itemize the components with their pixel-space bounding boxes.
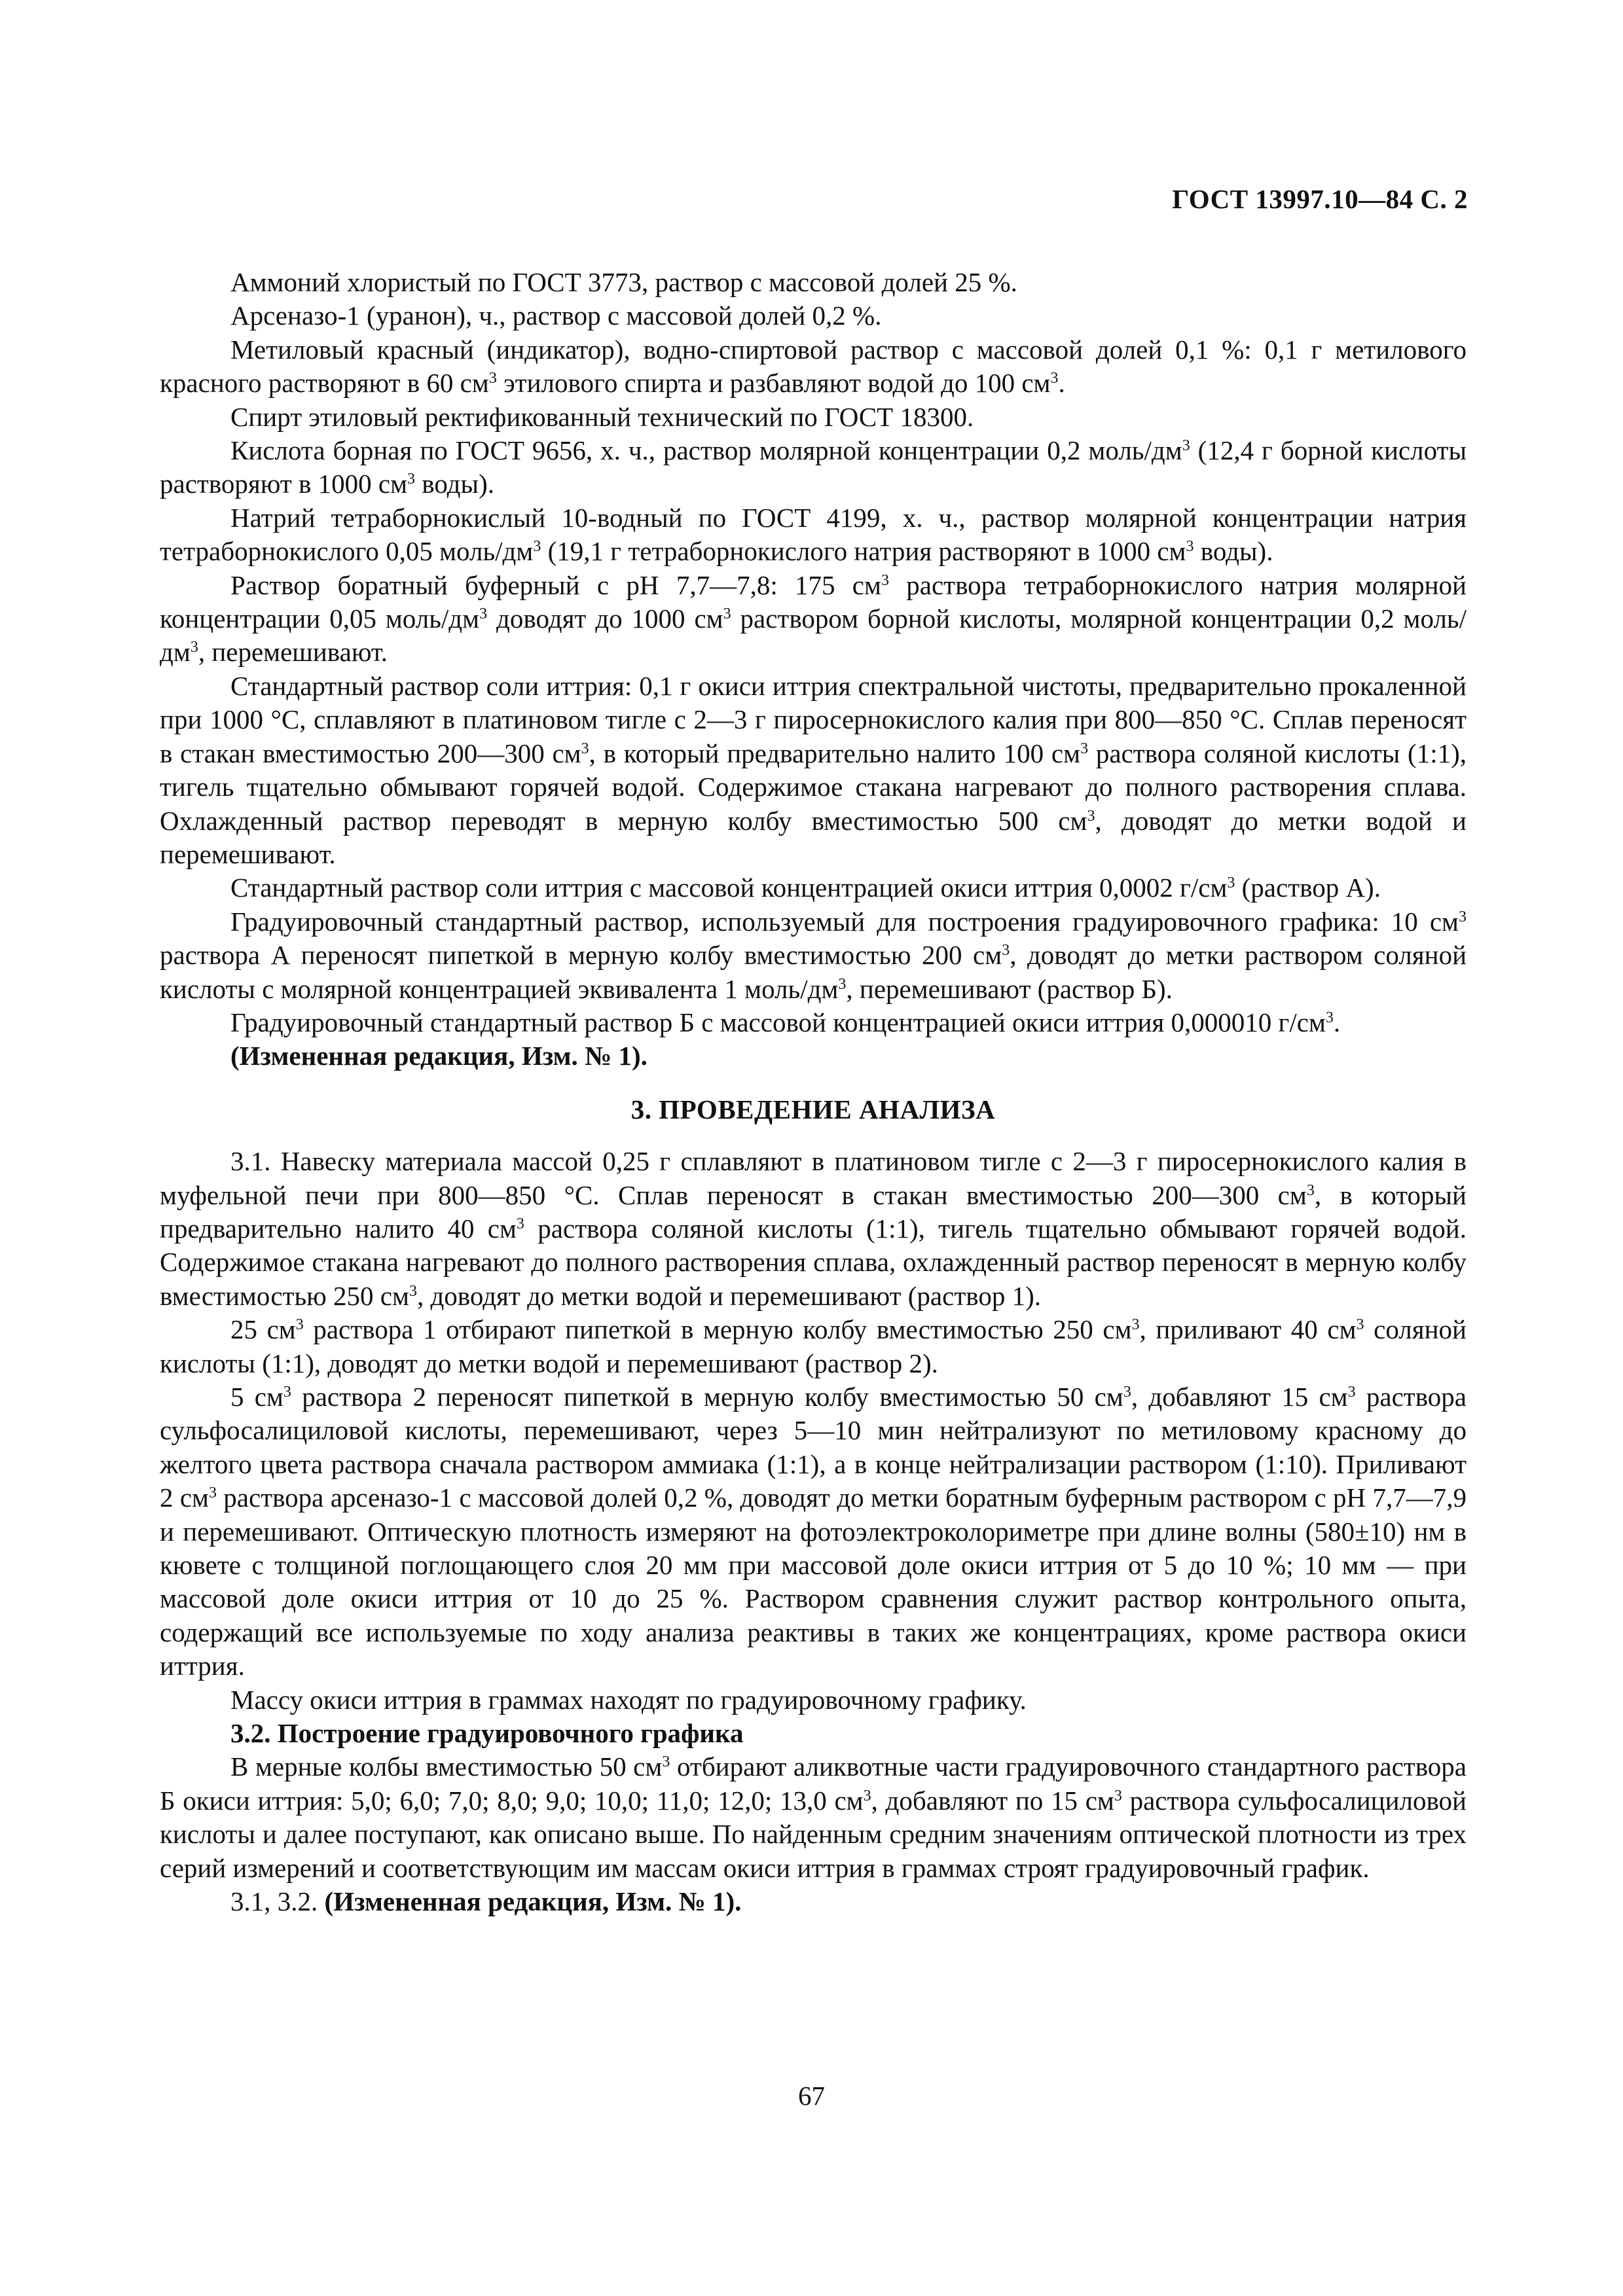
paragraph: Кислота борная по ГОСТ 9656, х. ч., раствор молярной концентрации 0,2 моль/$дм^3$ (12,4 г борной кислоты растворяют в 1000 $см^3$ воды). — [160, 435, 1467, 499]
paragraph: Аммоний хлористый по ГОСТ 3773, раствор с массовой долей 25 %. — [230, 267, 1017, 297]
paragraph: Спирт этиловый ректификованный технический по ГОСТ 18300. — [230, 401, 974, 432]
paragraph: Градуировочный стандартный раствор, используемый для построения градуировочного графика: 10 $см^3$ раствора А переносят пипеткой в мерную колбу вместимостью 200 $см^3$, доводят до метки раствором соляной кислоты с молярной концентрацией эквивалента 1 моль/$дм^3$, перемешивают (раствор Б). — [160, 906, 1467, 1004]
paragraph: Метиловый красный (индикатор), водно-спиртовой раствор с массовой долей 0,1 %: 0,1 г метилового красного растворяют в 60 $см^3$ этилового спирта и разбавляют водой до 100 $см^3$. — [160, 334, 1467, 399]
paragraph: Стандартный раствор соли иттрия: 0,1 г окиси иттрия спектральной чистоты, предварительно прокаленной при 1000 °С, сплавляют в платиновом тигле с 2—3 г пиросернокислого калия при 800—850 °С. Сплав переносят в стакан вместимостью 200—300 $см^3$, в который предварительно налито 100 $см^3$ раствора соляной кислоты (1:1), тигель тщательно обмывают горячей водой. Содержимое стакана нагревают до полного растворения сплава. Охлажденный раствор переводят в мерную колбу вместимостью 500 $см^3$, доводят до метки водой и перемешивают. — [160, 670, 1467, 869]
subsection-heading: 3.2. Построение градуировочного графика — [230, 1718, 744, 1749]
section-heading: 3. ПРОВЕДЕНИЕ АНАЛИЗА — [630, 1094, 996, 1124]
paragraph: Натрий тетраборнокислый 10-водный по ГОСТ 4199, х. ч., раствор молярной концентрации натрия тетраборнокислого 0,05 моль/$дм^3$ (19,1 г тетраборнокислого натрия растворяют в 1000 $см^3$ воды). — [160, 502, 1467, 567]
paragraph: 5 $см^3$ раствора 2 переносят пипеткой в мерную колбу вместимостью 50 $см^3$, добавляют 15 $см^3$ раствора сульфосалициловой кислоты, перемешивают, через 5—10 мин нейтрализуют по метиловому красному до желтого цвета раствора сначала раствором аммиака (1:1), а в конце нейтрализации раствором (1:10). Приливают 2 $см^3$ раствора арсеназо-1 с массовой долей 0,2 %, доводят до метки боратным буферным раствором с рН 7,7—7,9 и перемешивают. Оптическую плотность измеряют на фотоэлектроколориметре при длине волны (580±10) нм в кювете с толщиной поглощающего слоя 20 мм при массовой доле окиси иттрия от 5 до 10 %; 10 мм — при массовой доле окиси иттрия от 10 до 25 %. Раствором сравнения служит раствор контрольного опыта, содержащий все используемые по ходу анализа реактивы в таких же концентрациях, кроме раствора окиси иттрия. — [160, 1382, 1467, 1681]
paragraph: Раствор боратный буферный с рН 7,7—7,8: 175 $см^3$ раствора тетраборнокислого натрия молярной концентрации 0,05 моль/$дм^3$ доводят до 1000 $см^3$ раствором борной кислоты, молярной концентрации 0,2 моль/$дм^3$, перемешивают. — [160, 569, 1467, 668]
paragraph: Стандартный раствор соли иттрия с массовой концентрацией окиси иттрия 0,0002 $г/см^3$ (раствор А). — [230, 872, 1381, 903]
paragraph: Арсеназо-1 (уранон), ч., раствор с массовой долей 0,2 %. — [230, 300, 882, 331]
revision-note: 3.1, 3.2. (Измененная редакция, Изм. № 1). — [230, 1886, 742, 1917]
page-header: ГОСТ 13997.10—84 С. 2 — [1172, 184, 1468, 214]
paragraph: Массу окиси иттрия в граммах находят по градуировочному графику. — [230, 1684, 1027, 1715]
paragraph: В мерные колбы вместимостью 50 $см^3$ отбирают аликвотные части градуировочного стандартного раствора Б окиси иттрия: 5,0; 6,0; 7,0; 8,0; 9,0; 10,0; 11,0; 12,0; 13,0 $см^3$, добавляют по 15 $см^3$ раствора сульфосалициловой кислоты и далее поступают, как описано выше. По найденным средним значениям оптической плотности из трех серий измерений и соответствующим им массам окиси иттрия в граммах строят градуировочный график. — [160, 1751, 1467, 1883]
paragraph: 25 $см^3$ раствора 1 отбирают пипеткой в мерную колбу вместимостью 250 $см^3$, приливают 40 $см^3$ соляной кислоты (1:1), доводят до метки водой и перемешивают (раствор 2). — [160, 1314, 1467, 1378]
revision-note: (Измененная редакция, Изм. № 1). — [230, 1041, 647, 1071]
page-number: 67 — [798, 2081, 825, 2111]
paragraph: Градуировочный стандартный раствор Б с массовой концентрацией окиси иттрия 0,000010 $г/см^3$. — [230, 1007, 1341, 1037]
document-body — [160, 266, 1467, 1919]
paragraph: 3.1. Навеску материала массой 0,25 г сплавляют в платиновом тигле с 2—3 г пиросернокислого калия в муфельной печи при 800—850 °С. Сплав переносят в стакан вместимостью 200—300 $см^3$, в который предварительно налито 40 $см^3$ раствора соляной кислоты (1:1), тигель тщательно обмывают горячей водой. Содержимое стакана нагревают до полного растворения сплава, охлажденный раствор переносят в мерную колбу вместимостью 250 $см^3$, доводят до метки водой и перемешивают (раствор 1). — [160, 1146, 1467, 1311]
